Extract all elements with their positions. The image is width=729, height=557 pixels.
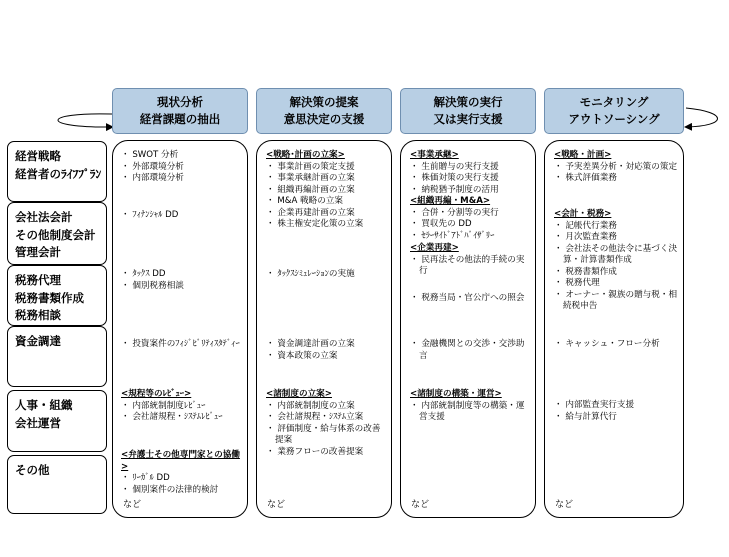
col1-group-financing <box>121 339 243 351</box>
header-subtitle: 意思決定の支援 <box>283 112 365 126</box>
list-item: ・ 組織再編計画の立案 <box>266 184 355 195</box>
list-item: ・ 業務フローの改善提案 <box>266 446 364 457</box>
row-label-line: その他制度会計 <box>15 227 96 242</box>
list-item: ・ 税務代理 <box>554 278 600 288</box>
group-heading: <戦略･計画の立案> <box>266 150 345 160</box>
column-proposal <box>256 140 392 518</box>
etc-footer: など <box>411 500 430 510</box>
list-item: ・ 内部統制制度の立案 <box>266 400 355 411</box>
list-item: ・ 内部監査実行支援 <box>554 400 635 410</box>
col2-group-financing <box>266 339 388 362</box>
list-item: ・ 株式評価業務 <box>554 173 617 183</box>
column-analysis <box>112 140 248 518</box>
list-item: ・ ﾘｰｶﾞﾙ DD <box>121 473 170 483</box>
col4-group-financing <box>554 339 680 351</box>
group-heading: <事業承継> <box>410 150 459 160</box>
list-item: ・ 株価対策の実行支援 <box>410 173 499 183</box>
col3-group-restructuring <box>410 243 530 278</box>
list-item: ・ 会社諸規程・ｼｽﾃﾑ立案 <box>266 412 364 422</box>
group-heading: <会計・税務> <box>554 209 612 219</box>
col1-group-tax <box>121 269 243 292</box>
group-heading: <戦略・計画> <box>554 150 612 160</box>
header-title: 解決策の実行 <box>433 95 503 109</box>
row-label-line: 管理会計 <box>15 245 61 259</box>
header-execution <box>400 88 536 134</box>
list-item: ・ 会社諸規程・ｼｽﾃﾑﾚﾋﾞｭｰ <box>121 412 223 422</box>
row-label-line: 資金調達 <box>15 334 61 348</box>
col4-group-hr <box>554 400 680 423</box>
col3-group-ma <box>410 196 532 242</box>
row-label-line: 税務書類作成 <box>15 290 84 305</box>
column-execution <box>400 140 536 518</box>
list-item: ・ キャッシュ・フロー分析 <box>554 339 660 349</box>
etc-footer: など <box>267 500 286 510</box>
header-monitoring <box>544 88 684 134</box>
list-item: ・ 内部環境分析 <box>121 173 184 183</box>
col4-group-accounting <box>554 209 680 313</box>
list-item: ・ 民再法その他法的手続の実行 <box>410 254 525 276</box>
group-heading: <諸制度の立案> <box>266 389 332 399</box>
header-subtitle: アウトソーシング <box>568 112 660 126</box>
list-item: ・ 評価制度・給与体系の改善提案 <box>266 423 381 445</box>
col2-group-strategy <box>266 150 388 231</box>
col1-group-strategy <box>121 150 243 185</box>
row-label-hr <box>7 390 107 452</box>
list-item: ・ 資本政策の立案 <box>266 350 338 361</box>
list-item: ・ 内部統制制度ﾚﾋﾞｭｰ <box>121 400 206 411</box>
header-subtitle: 又は実行支援 <box>433 112 503 126</box>
list-item: ・ 生前贈与の実行支援 <box>410 161 499 172</box>
list-item: ・ ｾﾗｰｻｲﾄﾞｱﾄﾞﾊﾞｲｻﾞﾘｰ <box>410 230 495 241</box>
list-item: ・ 個別案件の法律的検討 <box>121 484 219 495</box>
row-label-accounting <box>7 202 107 265</box>
list-item: ・ 会社法その他法令に基づく決算・計算書類作成 <box>554 243 678 265</box>
left-cycle-arrow <box>58 114 112 127</box>
list-item: ・ 買収先の DD <box>410 219 472 229</box>
group-heading: <規程等のﾚﾋﾞｭｰ> <box>121 389 192 399</box>
row-label-line: 経営戦略 <box>15 149 61 163</box>
header-analysis <box>112 88 248 134</box>
list-item: ・ 企業再建計画の立案 <box>266 207 355 218</box>
row-label-line: 人事・組織 <box>15 398 73 412</box>
header-title: 解決策の提案 <box>289 95 359 109</box>
group-heading: <組織再編・M&A> <box>410 196 491 206</box>
row-label-strategy <box>7 141 107 202</box>
list-item: ・ 株主権安定化策の立案 <box>266 219 364 229</box>
list-item: ・ 個別税務相談 <box>121 280 184 291</box>
group-heading: <諸制度の構築・運営> <box>410 389 502 399</box>
list-item: ・ 給与計算代行 <box>554 411 617 422</box>
row-label-financing <box>7 326 107 387</box>
list-item: ・ 記帳代行業務 <box>554 220 617 231</box>
list-item: ・ 予実差異分析・対応策の策定 <box>554 161 678 172</box>
column-monitoring <box>544 140 684 518</box>
col1-group-hr <box>121 389 243 424</box>
col3-group-hr <box>410 389 530 424</box>
right-cycle-arrow <box>686 108 718 127</box>
row-label-line: 税務代理 <box>15 273 61 287</box>
row-label-line: 会社法会計 <box>15 210 73 224</box>
row-label-other <box>7 455 107 514</box>
list-item: ・ 月次監査業務 <box>554 232 617 242</box>
etc-footer: など <box>555 500 574 510</box>
col3-group-financing <box>410 339 530 362</box>
header-subtitle: 経営課題の抽出 <box>139 112 221 126</box>
list-item: ・ 資金調達計画の立案 <box>266 339 355 349</box>
list-item: ・ ﾀｯｸｽｼﾐｭﾚｰｼｮﾝの実施 <box>266 269 355 279</box>
group-heading: <弁護士その他専門家との協働> <box>121 450 240 472</box>
col1-group-other <box>121 450 245 496</box>
list-item: ・ オーナー・親族の贈与税・相続税申告 <box>554 289 678 311</box>
row-label-line: 会社運営 <box>15 415 61 430</box>
row-label-line: 経営者のﾗｲﾌﾌﾟﾗﾝ <box>15 166 102 181</box>
list-item: ・ 税務当局・官公庁への照会 <box>410 293 525 303</box>
row-label-line: 税務相談 <box>15 308 61 322</box>
list-item: ・ SWOT 分析 <box>121 150 179 160</box>
list-item: ・ ﾌｨﾅﾝｼｬﾙ DD <box>121 210 179 220</box>
header-title: モニタリング <box>579 95 649 109</box>
row-label-tax <box>7 265 107 326</box>
list-item: ・ 外部環境分析 <box>121 161 184 172</box>
col4-group-strategy <box>554 150 680 185</box>
list-item: ・ 事業計画の策定支援 <box>266 161 355 172</box>
group-heading: <企業再建> <box>410 243 459 253</box>
list-item: ・ 税務書類作成 <box>554 266 617 277</box>
header-title: 現状分析 <box>157 95 203 109</box>
etc-footer: など <box>123 500 142 510</box>
list-item: ・ 合併・分割等の実行 <box>410 207 499 218</box>
header-proposal <box>256 88 392 134</box>
col3-group-tax <box>410 293 530 305</box>
col2-group-hr <box>266 389 386 458</box>
list-item: ・ 投資案件のﾌｨｼﾞﾋﾞﾘﾃｨｽﾀﾃﾞｨｰ <box>121 339 240 349</box>
list-item: ・ 金融機関との交渉・交渉助言 <box>410 339 525 361</box>
list-item: ・ M&A 戦略の立案 <box>266 196 344 206</box>
row-label-line: その他 <box>15 463 50 477</box>
list-item: ・ 事業承継計画の立案 <box>266 173 355 183</box>
col2-group-tax <box>266 269 388 281</box>
col1-group-accounting <box>121 210 243 222</box>
list-item: ・ 納税猶予制度の活用 <box>410 184 499 195</box>
list-item: ・ ﾀｯｸｽ DD <box>121 269 166 279</box>
list-item: ・ 内部統制制度等の構築・運営支援 <box>410 400 525 422</box>
col3-group-succession <box>410 150 532 196</box>
